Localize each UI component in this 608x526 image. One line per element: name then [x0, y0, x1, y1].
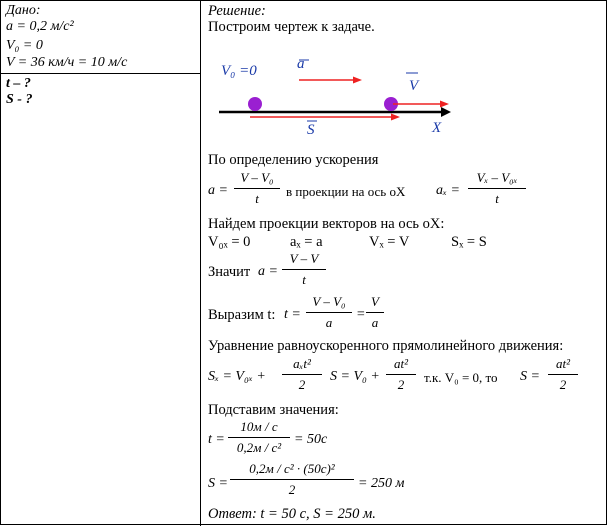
- given-divider: [0, 73, 200, 74]
- means-text: Значит: [208, 264, 251, 280]
- given-line-a: a = 0,2 м/с²: [6, 19, 74, 34]
- s-eq-rhs: = 250 м: [358, 476, 405, 491]
- eq1-lhs: Sₓ = V₀ₓ +: [208, 369, 266, 384]
- s-fraction: [230, 461, 354, 498]
- eq1-fraction: [282, 356, 322, 393]
- eq-note: т.к. V₀ = 0, то: [424, 370, 498, 385]
- t-fraction: [228, 419, 290, 456]
- eq2-fraction: [386, 356, 416, 393]
- proj-numerator: Vₓ – V₀ₓ: [476, 170, 518, 185]
- proj-denominator: t: [495, 191, 499, 206]
- v-label: V: [409, 78, 419, 94]
- proj-eq-lhs: aₓ =: [436, 183, 460, 198]
- accel-def-text: По определению ускорения: [208, 152, 379, 168]
- answer-text: Ответ: t = 50 с, S = 250 м.: [208, 506, 376, 522]
- means-denominator: t: [302, 272, 306, 287]
- means-fraction: [282, 251, 326, 288]
- eq2-lhs: S = V₀ +: [330, 369, 380, 384]
- equation-title: Уравнение равноускоренного прямолинейного движения:: [208, 338, 564, 354]
- t-eq-lhs: t =: [208, 432, 225, 447]
- eq3-numerator: at²: [555, 356, 570, 371]
- eq3-lhs: S =: [520, 369, 540, 384]
- x-label: X: [432, 120, 442, 136]
- a-vector-head: [353, 77, 362, 84]
- express-equals: =: [356, 307, 366, 322]
- find-t: t – ?: [6, 76, 31, 91]
- express-text: Выразим t:: [208, 307, 276, 323]
- v0-label: V₀ =0: [221, 63, 257, 79]
- proj-fraction: [468, 170, 526, 207]
- projection-text: в проекции на ось оX: [286, 184, 406, 199]
- eq2-numerator: at²: [393, 356, 408, 371]
- means-eq-lhs: a =: [258, 264, 278, 279]
- t-numerator: 10м / с: [240, 419, 278, 434]
- express-fraction-1: [306, 294, 352, 331]
- eq3-fraction: [548, 356, 578, 393]
- substitute-text: Подставим значения:: [208, 402, 339, 418]
- s-numerator: 0,2м / с² · (50с)²: [249, 461, 335, 476]
- accel-denominator: t: [255, 191, 259, 206]
- eq2-denominator: 2: [397, 377, 405, 392]
- proj-vx: Vₓ = V: [369, 234, 410, 250]
- t-eq-rhs: = 50с: [294, 432, 328, 447]
- express-eq-lhs: t =: [284, 307, 301, 322]
- proj-sx: Sₓ = S: [451, 234, 487, 250]
- solution-header: Решение:: [208, 3, 266, 19]
- t-denominator: 0,2м / с²: [236, 440, 282, 455]
- express-numerator-2: V: [371, 294, 379, 309]
- eq1-denominator: 2: [298, 377, 306, 392]
- a-label: a: [297, 56, 305, 72]
- proj-v0x: V₀ₓ = 0: [208, 234, 251, 250]
- given-line-v: V = 36 км/ч = 10 м/с: [6, 55, 128, 70]
- express-fraction-2: [366, 294, 384, 331]
- start-point: [248, 97, 262, 111]
- s-denominator: 2: [288, 482, 296, 497]
- find-s: S - ?: [6, 92, 33, 107]
- means-numerator: V – V: [289, 251, 319, 266]
- proj-ax: aₓ = a: [290, 234, 323, 250]
- express-numerator-1: V – V₀: [312, 294, 346, 309]
- s-vector-head: [391, 114, 400, 121]
- v-vector-head: [440, 101, 449, 108]
- given-header: Дано:: [6, 3, 41, 18]
- accel-numerator: V – V₀: [240, 170, 274, 185]
- given-line-v0: V₀ = 0: [6, 38, 43, 53]
- find-proj-text: Найдем проекции векторов на ось оX:: [208, 216, 445, 232]
- accel-fraction: [234, 170, 280, 207]
- eq3-denominator: 2: [559, 377, 567, 392]
- column-divider: [200, 0, 201, 526]
- accel-eq-lhs: a =: [208, 183, 228, 198]
- s-eq-lhs: S =: [208, 476, 228, 491]
- eq1-numerator: aₓt²: [293, 356, 311, 371]
- x-axis-arrowhead: [441, 107, 451, 117]
- s-label: S: [307, 122, 315, 138]
- solution-intro: Построим чертеж к задаче.: [208, 19, 375, 35]
- express-denominator-1: a: [325, 315, 333, 330]
- express-denominator-2: a: [371, 315, 379, 330]
